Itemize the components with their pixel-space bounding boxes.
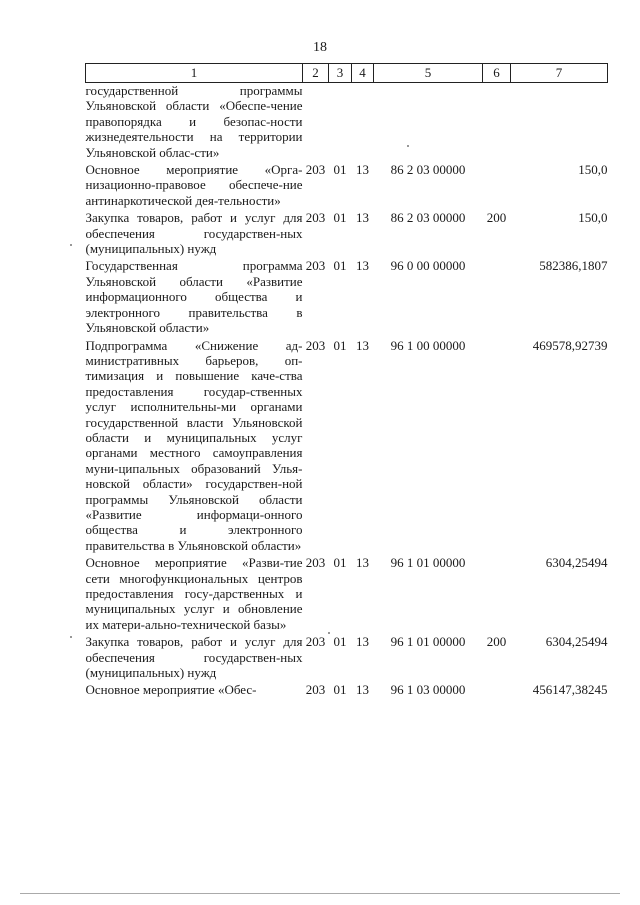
scan-speck: [407, 145, 409, 147]
row-code-cell: 203: [305, 337, 326, 353]
row-section-cell: [329, 83, 352, 163]
row-target-article-cell: 86 2 03 00000: [390, 162, 466, 178]
row-code-cell: 203: [305, 162, 326, 178]
row-name-cell: Закупка товаров, работ и услуг для обеспечения государствен-ных (муниципальных) нужд: [85, 210, 303, 257]
scan-edge-line: [20, 893, 620, 894]
column-header-2: 2: [303, 64, 329, 83]
row-expense-type-cell: [483, 258, 511, 337]
table-row: [86, 210, 608, 258]
row-target-article-cell: 96 1 01 00000: [390, 555, 466, 571]
row-code-cell: 203: [305, 634, 326, 650]
row-code-cell: [303, 83, 329, 163]
row-amount-cell: 150,0: [578, 210, 608, 226]
row-expense-type-cell: [483, 555, 511, 634]
row-subsection-cell: 13: [356, 555, 369, 571]
row-subsection-cell: 13: [356, 162, 369, 178]
row-target-article-cell: 96 1 03 00000: [390, 682, 466, 698]
row-section-cell: 01: [333, 337, 347, 353]
column-header-1: 1: [86, 64, 303, 83]
table-row: [86, 555, 608, 634]
row-subsection-cell: 13: [356, 258, 369, 274]
table-row: [86, 83, 608, 163]
row-expense-type-cell: [483, 682, 511, 699]
row-expense-type-cell: 200: [486, 634, 507, 650]
row-amount-cell: 456147,38245: [532, 682, 608, 698]
column-header-3: 3: [329, 64, 352, 83]
row-name-cell: государственной программы Ульяновской области «Обеспе-чение правопорядка и безопас-ности жизнедеятельности на территории Ульяновской облас-сти»: [85, 83, 303, 160]
row-subsection-cell: 13: [356, 210, 369, 226]
page-number: 18: [313, 40, 327, 55]
row-subsection-cell: 13: [356, 682, 369, 698]
row-name-cell: Основное мероприятие «Орга-низационно-правовое обеспече-ние антинаркотической дея-тельности»: [85, 162, 303, 208]
row-subsection-cell: 13: [356, 337, 369, 353]
row-code-cell: 203: [305, 258, 326, 274]
column-header-7: 7: [511, 64, 608, 83]
row-name-cell: Подпрограмма «Снижение ад-министративных барьеров, оп-тимизация и повышение каче-ства предоставления государ-ственных услуг исполнительны-ми органами государственной власти Ульяновской области и муниципальных услуг органами местного самоуправления муни-ципальных образований Улья-новской области» государствен-ной программы Ульяновской области «Развитие информаци-онного общества и электронного правительства в Ульяновской области»: [85, 337, 303, 553]
row-amount-cell: 6304,25494: [545, 555, 608, 571]
column-header-row: [86, 64, 608, 83]
column-header-4: 4: [352, 64, 374, 83]
scan-speck: [328, 632, 330, 634]
row-section-cell: 01: [333, 555, 347, 571]
row-section-cell: 01: [333, 258, 347, 274]
row-expense-type-cell: [483, 83, 511, 163]
row-target-article-cell: 96 0 00 00000: [390, 258, 466, 274]
row-target-article-cell: 96 1 00 00000: [390, 337, 466, 353]
table-row: [86, 258, 608, 337]
column-header-6: 6: [483, 64, 511, 83]
row-section-cell: 01: [333, 162, 347, 178]
row-amount-cell: [511, 83, 608, 163]
row-code-cell: 203: [305, 555, 326, 571]
row-code-cell: 203: [305, 210, 326, 226]
row-name-cell: Основное мероприятие «Разви-тие сети многофункциональных центров предоставления госу-дарственных и муниципальных услуг и обновление их матери-ально-технической базы»: [85, 555, 303, 632]
row-name-cell: Основное мероприятие «Обес-: [85, 682, 257, 698]
row-amount-cell: 582386,1807: [539, 258, 608, 274]
row-code-cell: 203: [305, 682, 326, 698]
row-section-cell: 01: [333, 210, 347, 226]
row-name-cell: Государственная программа Ульяновской области «Развитие информационного общества и электронного правительства в Ульяновской области»: [85, 258, 303, 336]
row-target-article-cell: [374, 83, 483, 163]
row-subsection-cell: 13: [356, 634, 369, 650]
row-subsection-cell: [352, 83, 374, 163]
scan-speck: [70, 636, 72, 638]
table-row: [86, 682, 608, 699]
row-amount-cell: 150,0: [578, 162, 608, 178]
row-target-article-cell: 96 1 01 00000: [390, 634, 466, 650]
column-header-5: 5: [374, 64, 483, 83]
scan-speck: [70, 244, 72, 246]
row-amount-cell: 6304,25494: [545, 634, 608, 650]
table-row: [86, 338, 608, 556]
table-row: [86, 634, 608, 682]
row-section-cell: 01: [333, 682, 347, 698]
row-target-article-cell: 86 2 03 00000: [390, 210, 466, 226]
row-name-cell: Закупка товаров, работ и услуг для обеспечения государствен-ных (муниципальных) нужд: [85, 634, 303, 681]
row-expense-type-cell: [483, 338, 511, 556]
table-row: [86, 162, 608, 210]
row-expense-type-cell: 200: [486, 210, 507, 226]
budget-table: [85, 63, 608, 700]
row-amount-cell: 469578,92739: [532, 337, 608, 353]
row-expense-type-cell: [483, 162, 511, 210]
row-section-cell: 01: [333, 634, 347, 650]
